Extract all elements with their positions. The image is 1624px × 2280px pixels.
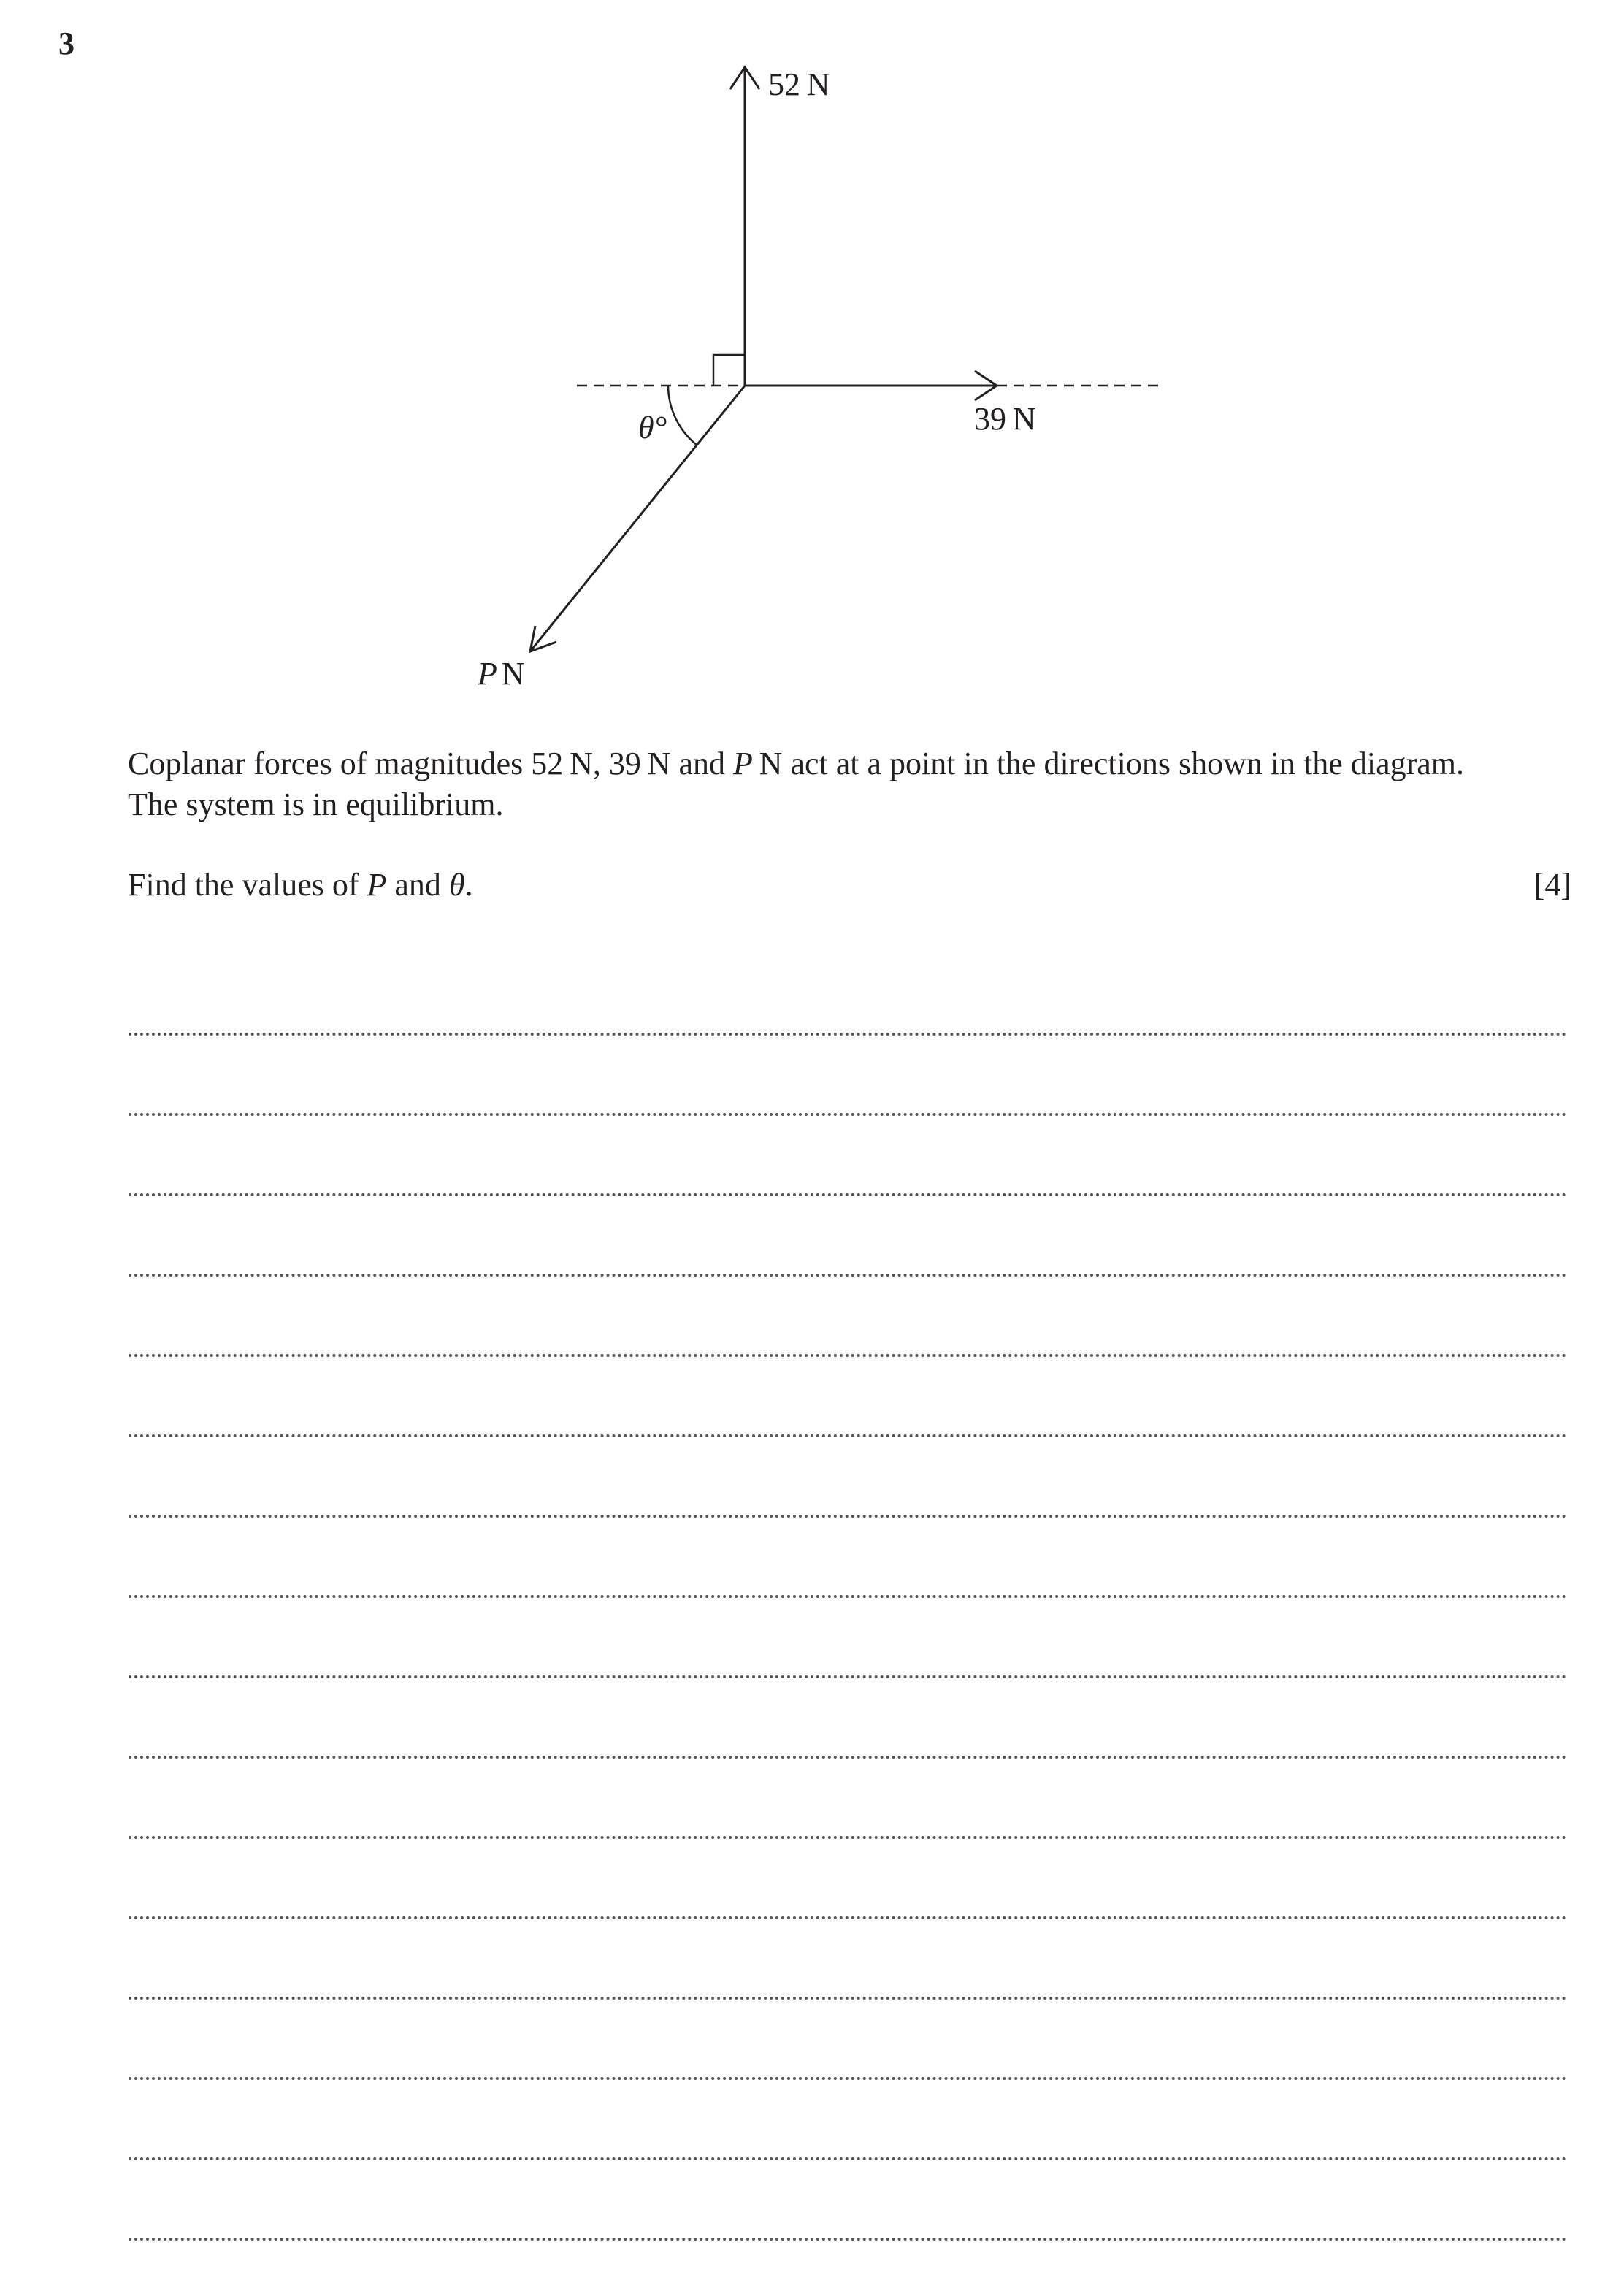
answer-area[interactable] [129,955,1567,2241]
force-52n-label: 52 N [768,66,830,102]
answer-line[interactable] [129,1277,1567,1357]
question-text-line-1: Coplanar forces of magnitudes 52 N, 39 N and P N act at a point in the directions shown in the diagram. [128,746,1464,781]
answer-line[interactable] [129,2160,1567,2241]
right-angle-marker [713,355,745,386]
answer-line[interactable] [129,1678,1567,1759]
force-p-label: P N [478,656,525,692]
answer-line[interactable] [129,1116,1567,1196]
answer-line[interactable] [129,955,1567,1036]
angle-label: θ° [638,410,667,445]
answer-line[interactable] [129,1598,1567,1678]
answer-line[interactable] [129,1437,1567,1518]
answer-line[interactable] [129,1357,1567,1437]
answer-line[interactable] [129,2000,1567,2080]
force-39n-label: 39 N [974,401,1036,437]
answer-line[interactable] [129,1759,1567,1839]
answer-line[interactable] [129,1839,1567,1919]
question-text-line-2: The system is in equilibrium. [128,787,504,822]
answer-line[interactable] [129,1196,1567,1277]
question-number: 3 [58,26,74,61]
force-diagram [0,0,1624,716]
answer-line[interactable] [129,1036,1567,1116]
answer-line[interactable] [129,2080,1567,2160]
answer-line[interactable] [129,1518,1567,1598]
answer-line[interactable] [129,1919,1567,2000]
question-prompt: Find the values of P and θ. [128,867,473,903]
angle-arc [668,386,697,445]
force-p-line [530,386,745,651]
marks-allocation: [4] [1533,867,1571,903]
